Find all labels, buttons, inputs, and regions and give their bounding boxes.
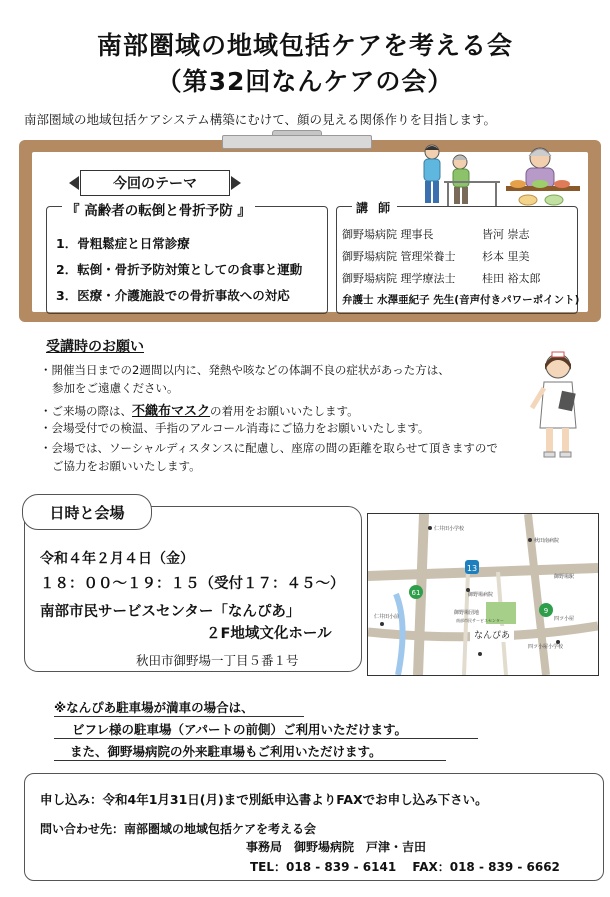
requests-heading: 受講時のお願い bbox=[46, 339, 144, 355]
lecturer-name: 皆河 崇志 bbox=[482, 228, 530, 241]
application-deadline: 申し込み：令和4年1月31日(月)まで別紙申込書よりFAXでお申し込み下さい。 bbox=[40, 792, 488, 807]
nurse-illustration-icon bbox=[530, 348, 586, 460]
request-text: の着用をお願いいたします。 bbox=[210, 404, 359, 418]
contact-phones: TEL：018 - 839 - 6141 FAX：018 - 839 - 6662 bbox=[250, 860, 560, 874]
request-text: ・ご来場の際は、 bbox=[40, 404, 132, 418]
request-line-mask bbox=[40, 400, 359, 419]
topic-item: 1．骨粗鬆症と日常診療 bbox=[56, 236, 190, 251]
map-label: 御野場団地 bbox=[454, 610, 480, 616]
request-line: ・開催当日までの2週間以内に、発熱や咳などの体調不良の症状があった方は、 bbox=[40, 363, 450, 377]
lecturer-title: 講 師 bbox=[352, 199, 397, 216]
request-line: ・会場受付での検温、手指のアルコール消毒にご協力をお願いいたします。 bbox=[40, 421, 430, 435]
mask-emphasis: 不織布マスク bbox=[132, 404, 211, 419]
access-map bbox=[367, 513, 599, 676]
map-label: 御野場駅 bbox=[554, 574, 575, 580]
map-label: 秋田南病院 bbox=[534, 538, 560, 544]
map-label: 四ツ小屋 bbox=[554, 616, 575, 622]
event-time: １８：００～１９：１５（受付１７：４５～） bbox=[40, 576, 345, 592]
map-label: 御野場病院 bbox=[468, 592, 494, 598]
route-9-label: 9 bbox=[543, 607, 549, 615]
underline bbox=[54, 760, 446, 761]
lecturer-affiliation: 弁護士 水澤亜紀子 先生(音声付きパワーポイント) bbox=[342, 294, 580, 306]
route-61-label: 61 bbox=[411, 589, 421, 597]
parking-note: ビフレ様の駐車場（アパートの前側）ご利用いただけます。 bbox=[72, 722, 408, 737]
contact-label: 問い合わせ先：南部圏域の地域包括ケアを考える会 bbox=[40, 822, 317, 836]
route-13-label: 13 bbox=[466, 564, 478, 573]
venue-hall: ２F地域文化ホール bbox=[206, 626, 332, 642]
date-venue-label: 日時と会場 bbox=[22, 494, 152, 530]
map-label: 四ツ小屋小学校 bbox=[528, 644, 564, 650]
map-graphic bbox=[368, 514, 598, 675]
topic-title: 『 高齢者の転倒と骨折予防 』 bbox=[62, 199, 255, 219]
page-subtitle: （第32回なんケアの会） bbox=[156, 67, 454, 96]
parking-note: また、御野場病院の外来駐車場もご利用いただけます。 bbox=[70, 744, 382, 759]
lecturer-affiliation: 御野場病院 理学療法士 bbox=[342, 272, 456, 285]
lecturer-affiliation: 御野場病院 理事長 bbox=[342, 228, 434, 241]
lecturer-affiliation: 御野場病院 管理栄養士 bbox=[342, 250, 456, 263]
parking-note: ※なんぴあ駐車場が満車の場合は、 bbox=[54, 700, 254, 715]
request-line: ご協力をお願いいたします。 bbox=[52, 459, 201, 473]
lecturer-name: 杉本 里美 bbox=[482, 250, 530, 263]
request-line: 参加をご遠慮ください。 bbox=[52, 381, 179, 395]
map-venue-label: なんぴあ bbox=[473, 631, 511, 641]
lecturer-name: 桂田 裕太郎 bbox=[482, 272, 541, 285]
venue-address: 秋田市御野場一丁目５番１号 bbox=[136, 653, 299, 668]
rehab-illustration-icon bbox=[410, 142, 502, 208]
map-label: 南部市民サービスセンター bbox=[456, 618, 504, 623]
map-label: 仁井田小学校 bbox=[434, 526, 465, 532]
clipboard-clip bbox=[222, 135, 372, 149]
underline bbox=[54, 738, 478, 739]
underline bbox=[54, 716, 304, 717]
meal-illustration-icon bbox=[502, 144, 584, 212]
event-date: 令和４年２月４日（金） bbox=[40, 551, 194, 567]
contact-office: 事務局 御野場病院 戸津・吉田 bbox=[246, 840, 427, 854]
venue-name: 南部市民サービスセンター「なんぴあ」 bbox=[40, 604, 301, 620]
intro-text: 南部圏域の地域包括ケアシステム構築にむけて、顔の見える関係作りを目指します。 bbox=[24, 112, 497, 127]
page-title: 南部圏域の地域包括ケアを考える会 bbox=[96, 31, 513, 60]
topic-item: 3．医療・介護施設での骨折事故への対応 bbox=[56, 288, 290, 303]
topic-item: 2．転倒・骨折予防対策としての食事と運動 bbox=[56, 262, 303, 277]
theme-label: 今回のテーマ bbox=[80, 170, 230, 196]
request-line: ・会場では、ソーシャルディスタンスに配慮し、座席の間の距離を取らせて頂きますので bbox=[40, 441, 498, 455]
map-label: 仁井田小前 bbox=[374, 614, 400, 620]
